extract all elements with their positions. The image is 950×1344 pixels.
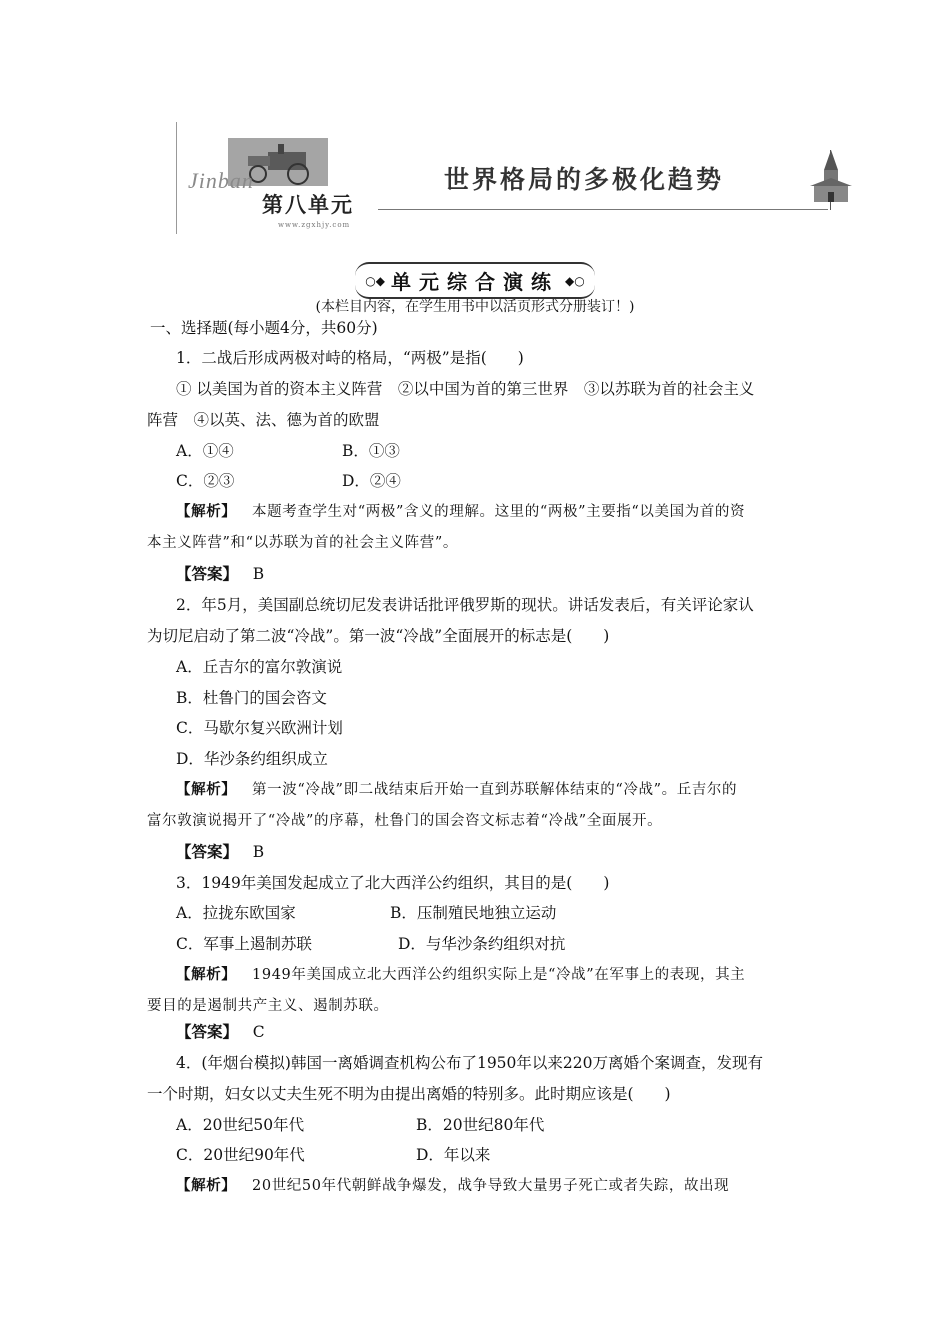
q2-answer-value: B — [252, 843, 265, 861]
q4-stem-line1: 4．(年烟台模拟)韩国一离婚调查机构公布了1950年以来220万离婚个案调查，发现有 — [176, 1054, 763, 1072]
q1-option-b: B．①③ — [342, 442, 400, 460]
q1-answer — [176, 562, 264, 584]
q3-answer-value: C — [252, 1023, 265, 1041]
q1-explanation-line1 — [176, 500, 745, 521]
banner-left-border — [176, 122, 177, 234]
q1-explanation-line2: 本主义阵营”和“以苏联为首的社会主义阵营”。 — [147, 535, 458, 551]
q4-option-d: D．年以来 — [416, 1146, 491, 1164]
q2-option-a: A．丘吉尔的富尔敦演说 — [176, 658, 343, 676]
banner-rule — [378, 209, 828, 210]
q1-items-line1: ① 以美国为首的资本主义阵营 ②以中国为首的第三世界 ③以苏联为首的社会主义 — [176, 380, 755, 398]
q4-stem-line2: 一个时期，妇女以丈夫生死不明为由提出离婚的特别多。此时期应该是( ) — [147, 1085, 671, 1103]
logo-text: Jinban — [188, 168, 254, 193]
q4-explanation-label: 【解析】 — [176, 1177, 237, 1194]
q3-stem: 3．1949年美国发起成立了北大西洋公约组织，其目的是( ) — [176, 874, 610, 892]
q2-answer-label: 【答案】 — [176, 842, 239, 861]
section-heading-pill — [355, 262, 594, 299]
q1-items-line2: 阵营 ④以英、法、德为首的欧盟 — [147, 411, 380, 429]
q1-answer-value: B — [252, 565, 265, 583]
church-icon — [806, 148, 856, 210]
q3-answer-label: 【答案】 — [176, 1022, 239, 1041]
q3-explanation-label: 【解析】 — [176, 966, 237, 983]
unit-title: 第八单元 — [262, 192, 354, 217]
q3-explanation-line1 — [176, 963, 745, 984]
q1-stem: 1．二战后形成两极对峙的格局，“两极”是指( ) — [176, 349, 524, 367]
q3-option-b: B．压制殖民地独立运动 — [390, 904, 557, 922]
dot-right-icon: ◆○ — [565, 273, 585, 288]
chapter-title: 世界格局的多极化趋势 — [444, 165, 725, 194]
q4-option-b: B．20世纪80年代 — [416, 1116, 545, 1134]
dot-left-icon: ○◆ — [365, 273, 385, 288]
q4-option-c: C．20世纪90年代 — [176, 1146, 305, 1164]
q1-option-c: C．②③ — [176, 472, 235, 490]
site-watermark: www.zgxhjy.com — [278, 221, 351, 229]
q2-option-c: C．马歇尔复兴欧洲计划 — [176, 719, 343, 737]
section-heading-text: 单元综合演练 — [391, 270, 559, 294]
q3-answer — [176, 1020, 265, 1042]
q1-explanation-text1: 本题考查学生对“两极”含义的理解。这里的“两极”主要指“以美国为首的资 — [252, 504, 746, 520]
q4-explanation-text1: 20世纪50年代朝鲜战争爆发，战争导致大量男子死亡或者失踪，故出现 — [252, 1178, 730, 1194]
q2-explanation-line2: 富尔敦演说揭开了“冷战”的序幕，杜鲁门的国会咨文标志着“冷战”全面展开。 — [147, 813, 663, 829]
q2-stem-line2: 为切尼启动了第二波“冷战”。第一波“冷战”全面展开的标志是( ) — [147, 627, 610, 645]
q3-option-d: D．与华沙条约组织对抗 — [398, 935, 566, 953]
section-heading — [0, 262, 950, 299]
q2-explanation-text1: 第一波“冷战”即二战结束后开始一直到苏联解体结束的“冷战”。丘吉尔的 — [252, 782, 738, 798]
q3-explanation-line2: 要目的是遏制共产主义、遏制苏联。 — [147, 998, 389, 1014]
q2-explanation-label: 【解析】 — [176, 781, 237, 798]
q2-answer — [176, 840, 264, 862]
q2-option-d: D．华沙条约组织成立 — [176, 750, 328, 768]
q1-explanation-label: 【解析】 — [176, 503, 237, 520]
q1-option-d: D．②④ — [342, 472, 401, 490]
q2-option-b: B．杜鲁门的国会咨文 — [176, 689, 327, 707]
q3-option-c: C．军事上遏制苏联 — [176, 935, 312, 953]
q2-explanation-line1 — [176, 778, 737, 799]
q3-option-a: A．拉拢东欧国家 — [176, 904, 296, 922]
q3-explanation-text1: 1949年美国成立北大西洋公约组织实际上是“冷战”在军事上的表现，其主 — [252, 967, 746, 983]
q4-explanation-line1 — [176, 1174, 729, 1195]
section-note: (本栏目内容，在学生用书中以活页形式分册装订！) — [315, 299, 635, 315]
q4-option-a: A．20世纪50年代 — [176, 1116, 305, 1134]
part-heading: 一、选择题(每小题4分，共60分) — [150, 319, 378, 337]
q2-stem-line1: 2．年5月，美国副总统切尼发表讲话批评俄罗斯的现状。讲话发表后，有关评论家认 — [176, 596, 754, 614]
q1-option-a: A．①④ — [176, 442, 234, 460]
q1-answer-label: 【答案】 — [176, 564, 239, 583]
